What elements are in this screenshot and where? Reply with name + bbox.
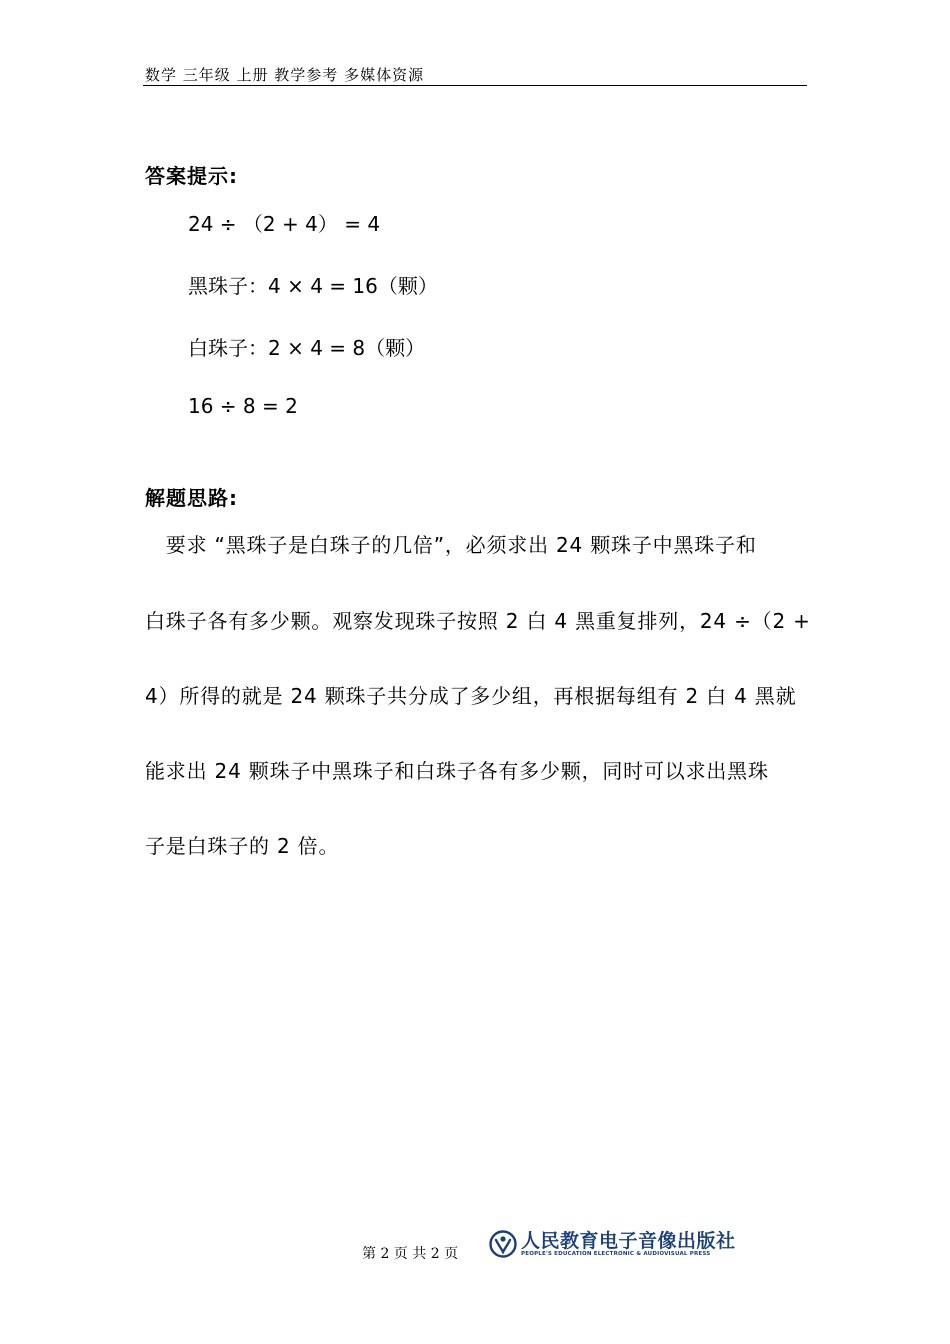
solution-line-1: 要求 “黑珠子是白珠子的几倍”，必须求出 24 颗珠子中黑珠子和 <box>145 533 757 557</box>
solution-line-5: 子是白珠子的 2 倍。 <box>145 834 340 858</box>
publisher-logo <box>489 1228 736 1260</box>
solution-line-2: 白珠子各有多少颗。观察发现珠子按照 2 白 4 黑重复排列，24 ÷（2 + <box>145 609 811 633</box>
publisher-name-cn: 人民教育电子音像出版社 <box>521 1229 736 1252</box>
publisher-name-en: PEOPLE'S EDUCATION ELECTRONIC & AUDIOVISUAL PRESS <box>521 1250 711 1257</box>
answer-line-4: 16 ÷ 8 = 2 <box>188 394 298 418</box>
header-divider <box>143 85 807 86</box>
running-header: 数学 三年级 上册 教学参考 多媒体资源 <box>145 66 425 84</box>
answer-heading: 答案提示: <box>145 164 238 188</box>
page-number: 第 2 页 共 2 页 <box>362 1246 459 1262</box>
solution-line-3: 4）所得的就是 24 颗珠子共分成了多少组，再根据每组有 2 白 4 黑就 <box>145 684 797 708</box>
publisher-logo-icon <box>489 1230 517 1258</box>
answer-line-2: 黑珠子：4 × 4 = 16（颗） <box>188 274 438 298</box>
answer-line-1: 24 ÷ （2 + 4） = 4 <box>188 212 381 236</box>
solution-heading: 解题思路: <box>145 486 238 510</box>
answer-line-3: 白珠子：2 × 4 = 8（颗） <box>188 336 426 360</box>
solution-line-4: 能求出 24 颗珠子中黑珠子和白珠子各有多少颗，同时可以求出黑珠 <box>145 759 769 783</box>
